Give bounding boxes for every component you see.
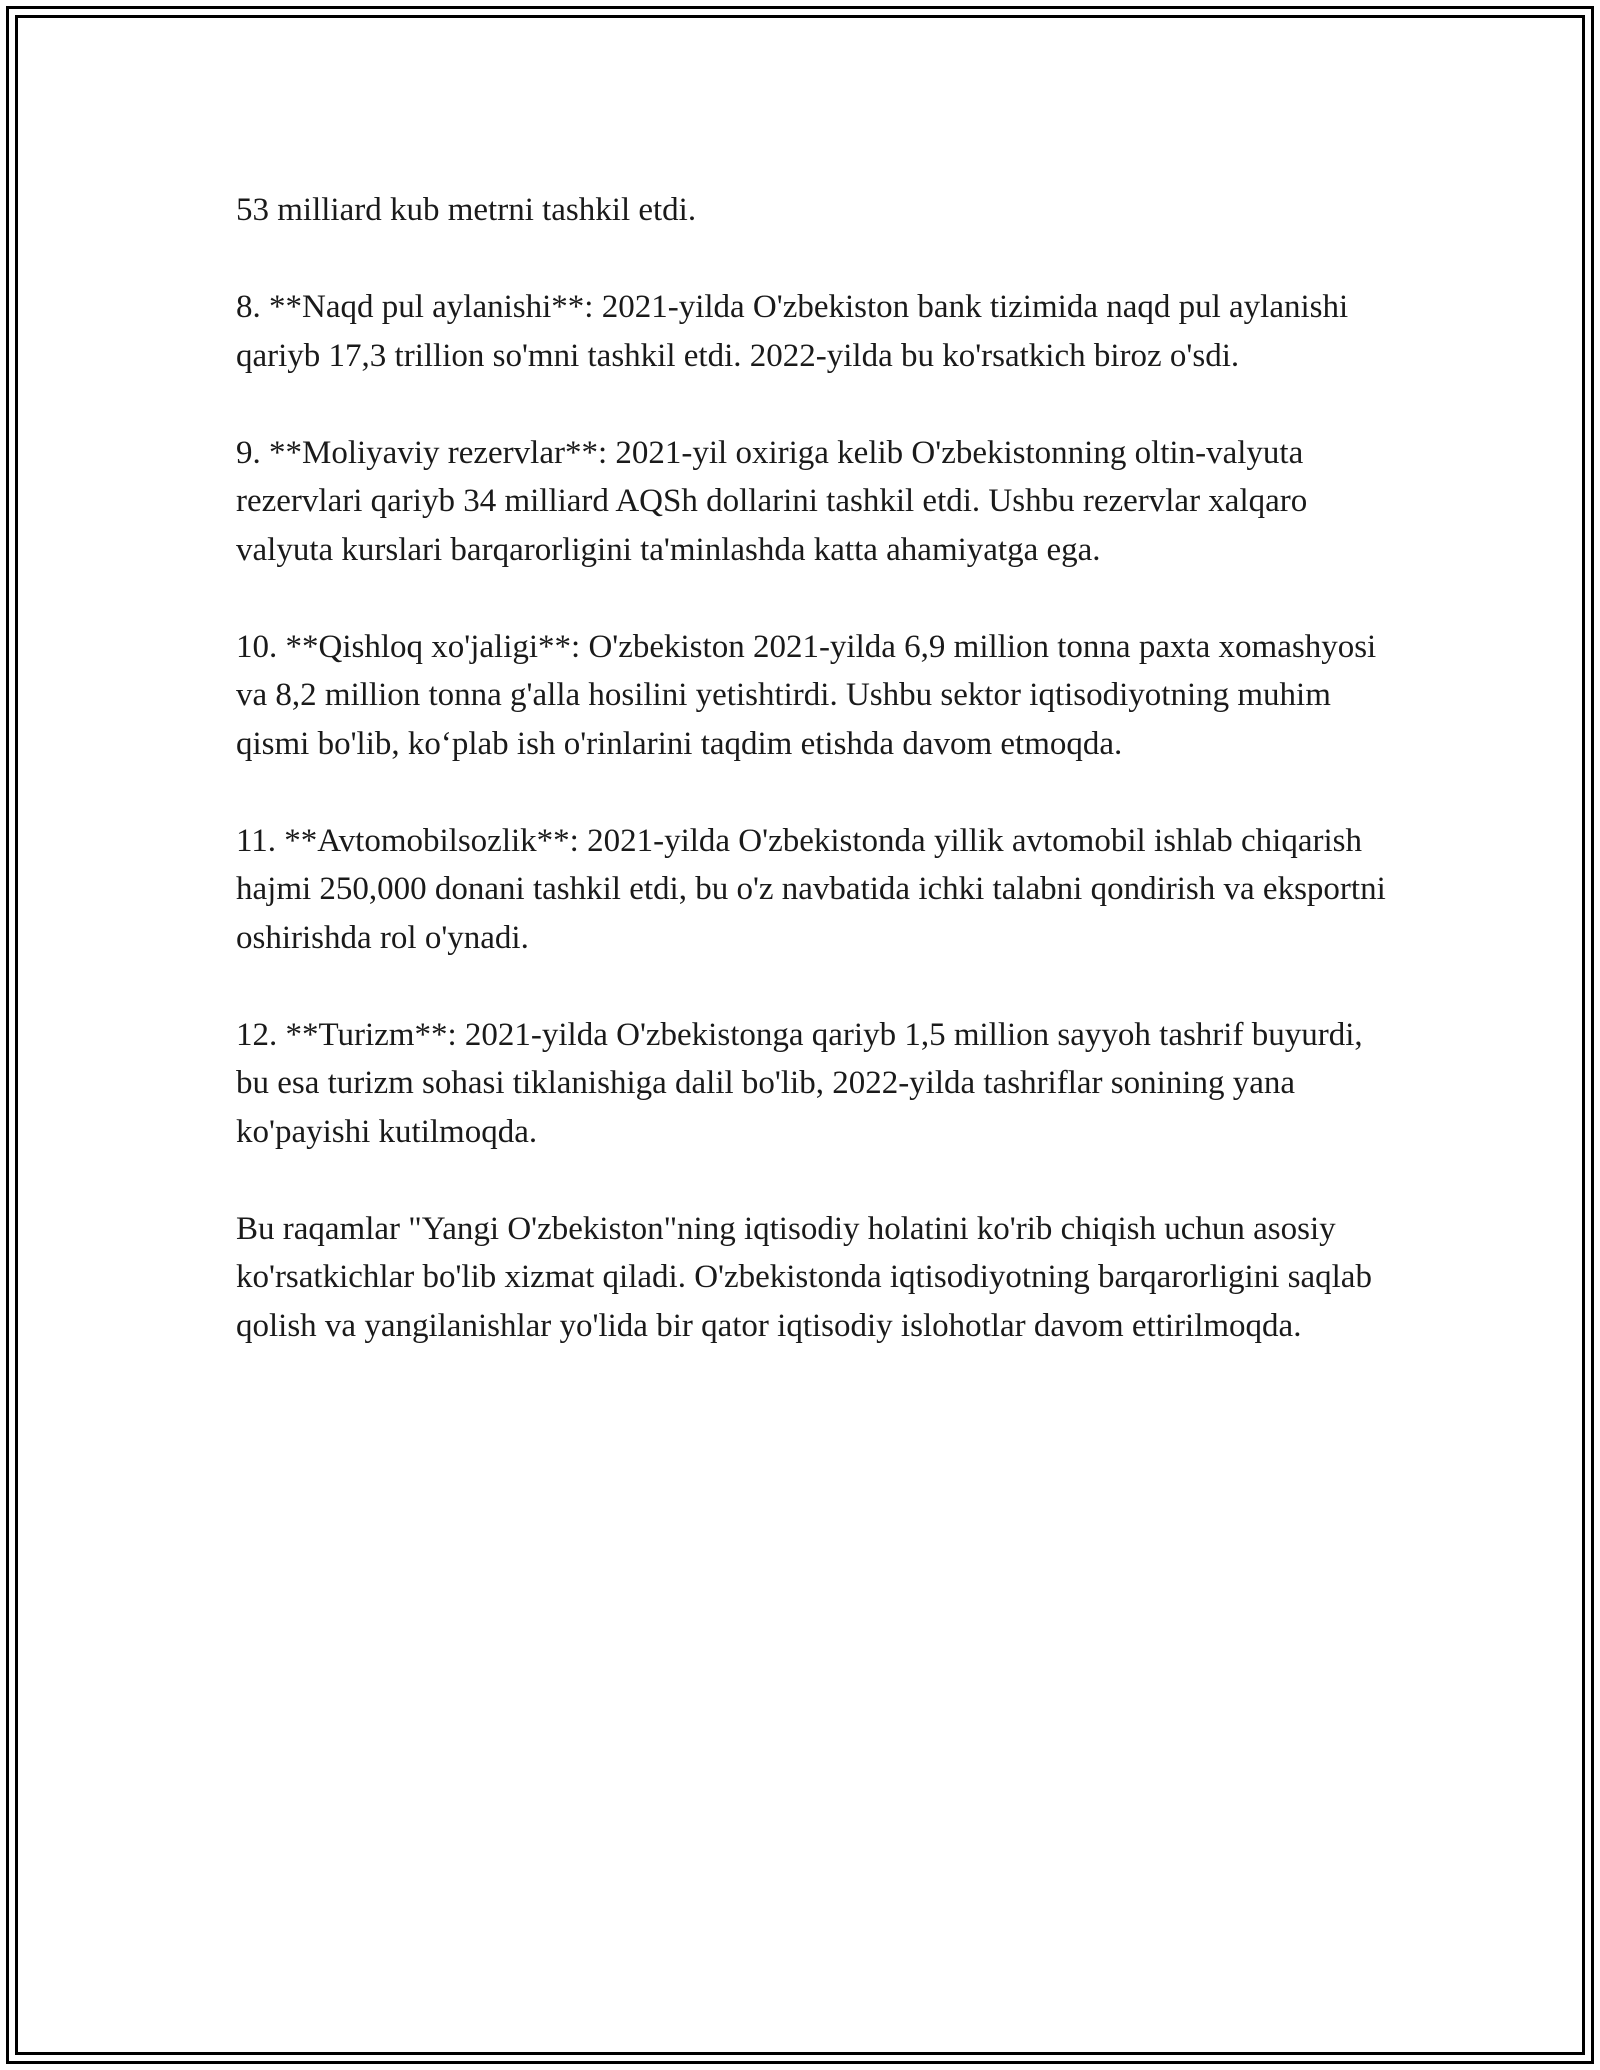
paragraph-item-10-agriculture: 10. **Qishloq xo'jaligi**: O'zbekiston 2021-yilda 6,9 million tonna paxta xomashyosi va 8,2 million tonna g'alla hosilini yetishtirdi. Ushbu sektor iqtisodiyotning muhim qismi bo'lib, ko‘plab ish o'rinlarini taqdim etishda davom etmoqda. <box>236 628 1377 762</box>
document-body <box>236 186 1396 1399</box>
paragraph-item-12-tourism: 12. **Turizm**: 2021-yilda O'zbekistonga qariyb 1,5 million sayyoh tashrif buyurdi, bu esa turizm sohasi tiklanishiga dalil bo'lib, 2022-yilda tashriflar sonining yana ko'payishi kutilmoqda. <box>236 1016 1363 1150</box>
paragraph-item-11-automotive: 11. **Avtomobilsozlik**: 2021-yilda O'zbekistonda yillik avtomobil ishlab chiqarish hajmi 250,000 donani tashkil etdi, bu o'z navbatida ichki talabni qondirish va eksportni oshirishda rol o'ynadi. <box>236 822 1386 956</box>
paragraph-item-9-financial-reserves: 9. **Moliyaviy rezervlar**: 2021-yil oxiriga kelib O'zbekistonning oltin-valyuta rezervlari qariyb 34 milliard AQSh dollarini tashkil etdi. Ushbu rezervlar xalqaro valyuta kurslari barqarorligini ta'minlashda katta ahamiyatga ega. <box>236 434 1308 568</box>
paragraph-conclusion: Bu raqamlar "Yangi O'zbekiston"ning iqtisodiy holatini ko'rib chiqish uchun asosiy ko'rsatkichlar bo'lib xizmat qiladi. O'zbekistonda iqtisodiyotning barqarorligini saqlab qolish va yangilanishlar yo'lida bir qator iqtisodiy islohotlar davom ettirilmoqda. <box>236 1210 1372 1344</box>
paragraph-item-8-cash-circulation: 8. **Naqd pul aylanishi**: 2021-yilda O'zbekiston bank tizimida naqd pul aylanishi qariyb 17,3 trillion so'mni tashkil etdi. 2022-yilda bu ko'rsatkich biroz o'sdi. <box>236 289 1349 374</box>
paragraph-continuation: 53 milliard kub metrni tashkil etdi. <box>236 192 697 228</box>
